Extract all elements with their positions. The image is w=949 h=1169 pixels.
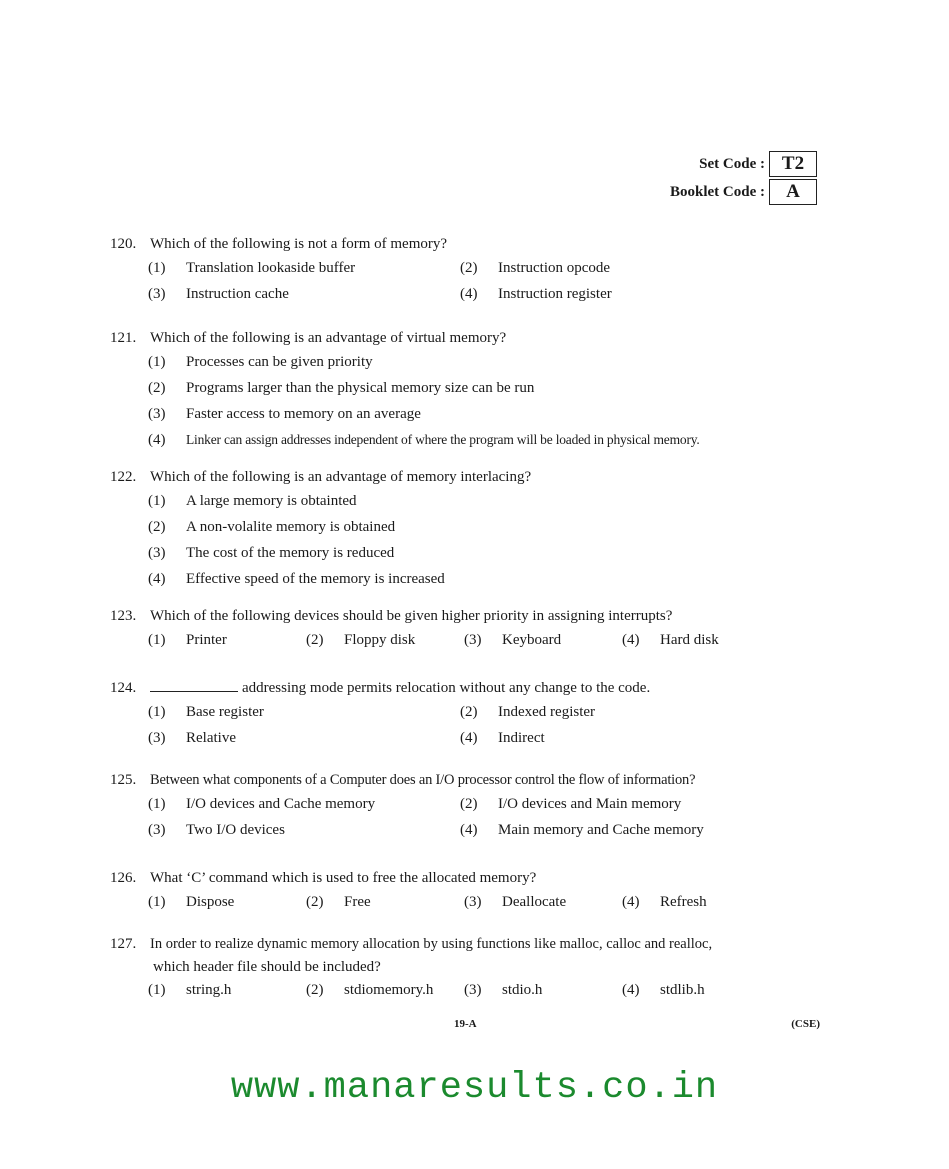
option-number: (2) [460,796,478,812]
option [460,256,772,280]
option-text: Printer [186,632,227,648]
question-text: Between what components of a Computer does an I/O processor control the flow of information? [150,772,696,788]
question-text: In order to realize dynamic memory allocation by using functions like malloc, calloc and realloc, [150,936,713,952]
booklet-code-box: A [769,179,817,205]
option [148,282,460,306]
question-number: 123. [110,608,137,624]
set-code-label: Set Code : [699,155,765,172]
question-number: 122. [110,469,137,485]
option-number: (4) [622,894,640,910]
page-number: 19-A [454,1018,477,1030]
option-number: (2) [306,982,324,998]
option-text: Effective speed of the memory is increased [186,571,445,587]
option-text: Hard disk [660,632,719,648]
option-number: (2) [148,519,166,535]
set-code-row [517,150,817,178]
option-text: Keyboard [502,632,562,648]
option [460,792,772,816]
option-number: (4) [460,286,478,302]
option-text: Translation lookaside buffer [186,260,356,276]
question-number: 124. [110,680,137,696]
option-text: Faster access to memory on an average [186,406,421,422]
option [148,978,306,1002]
question-text: Which of the following devices should be given higher priority in assigning interrupts? [150,608,673,624]
option-text: Instruction register [498,286,612,302]
question-126 [110,866,830,914]
option [148,402,848,426]
question-text: addressing mode permits relocation without any change to the code. [242,680,651,696]
option-text: Relative [186,730,236,746]
option [622,890,780,914]
watermark-url: www.manaresults.co.in [230,1067,719,1109]
option-text: I/O devices and Main memory [498,796,682,812]
option-number: (2) [306,632,324,648]
question-125 [110,768,830,842]
option [148,376,848,400]
option [148,818,460,842]
question-text: Which of the following is an advantage of memory interlacing? [150,469,532,485]
option-text: Processes can be given priority [186,354,373,370]
option [622,978,780,1002]
option [460,282,772,306]
option-text: Main memory and Cache memory [498,822,704,838]
option-number: (4) [148,571,166,587]
question-text: Which of the following is an advantage of virtual memory? [150,330,507,346]
booklet-code-label: Booklet Code : [670,183,765,200]
option [148,792,460,816]
option-number: (4) [622,982,640,998]
option-number: (3) [148,730,166,746]
option [148,541,848,565]
option [464,628,622,652]
option [464,890,622,914]
option-number: (1) [148,632,166,648]
option-number: (3) [464,982,482,998]
option-number: (4) [622,632,640,648]
option-number: (3) [464,632,482,648]
option-text: stdiomemory.h [344,982,434,998]
option [148,256,460,280]
option [148,567,848,591]
option-number: (1) [148,260,166,276]
option-number: (4) [148,432,166,448]
option-text: Floppy disk [344,632,416,648]
option-number: (4) [460,730,478,746]
option [622,628,780,652]
option [148,350,848,374]
question-number: 127. [110,936,137,952]
set-code-box: T2 [769,151,817,177]
option-number: (3) [148,822,166,838]
option-text: Linker can assign addresses independent of where the program will be loaded in physical memory. [186,432,700,447]
option [460,700,772,724]
question-text: Which of the following is not a form of memory? [150,236,448,252]
option-text: A non-volalite memory is obtained [186,519,396,535]
option-number: (1) [148,354,166,370]
option [148,428,848,452]
option-text: I/O devices and Cache memory [186,796,376,812]
option-number: (1) [148,982,166,998]
option-text: Base register [186,704,264,720]
question-121 [110,326,830,452]
option-text: A large memory is obtainted [186,493,357,509]
option-text: Free [344,894,371,910]
option-text: Instruction opcode [498,260,611,276]
question-number: 125. [110,772,137,788]
option [148,890,306,914]
option-number: (1) [148,894,166,910]
option-number: (3) [148,286,166,302]
option-text: Programs larger than the physical memory size can be run [186,380,535,396]
option [460,818,772,842]
option-number: (1) [148,704,166,720]
question-number: 121. [110,330,137,346]
option [148,700,460,724]
option-text: Two I/O devices [186,822,285,838]
option [148,515,848,539]
option-number: (2) [460,260,478,276]
question-120 [110,232,830,306]
question-123 [110,604,830,652]
option [148,489,848,513]
option-text: Instruction cache [186,286,289,302]
code-panel [517,150,817,206]
option-number: (2) [460,704,478,720]
option-text: string.h [186,982,232,998]
option-text: stdlib.h [660,982,705,998]
option-text: Indexed register [498,704,596,720]
option [148,628,306,652]
question-text-continued: which header file should be included? [153,959,381,975]
option-number: (1) [148,796,166,812]
question-number: 120. [110,236,137,252]
option-number: (2) [148,380,166,396]
question-number: 126. [110,870,137,886]
question-text: What ‘C’ command which is used to free the allocated memory? [150,870,537,886]
option-text: Indirect [498,730,545,746]
option-text: The cost of the memory is reduced [186,545,395,561]
question-122 [110,465,830,591]
option [460,726,772,750]
option [306,978,464,1002]
option-number: (4) [460,822,478,838]
question-127 [110,932,830,1002]
option-text: stdio.h [502,982,543,998]
subject-code: (CSE) [791,1018,820,1030]
fill-in-blank [150,677,238,692]
option [306,628,464,652]
option-number: (3) [148,545,166,561]
option-text: Refresh [660,894,707,910]
option-text: Dispose [186,894,235,910]
option-text: Deallocate [502,894,567,910]
option-number: (2) [306,894,324,910]
question-124 [110,676,830,750]
booklet-code-row [517,178,817,206]
option-number: (1) [148,493,166,509]
option [148,726,460,750]
option [464,978,622,1002]
option-number: (3) [148,406,166,422]
option-number: (3) [464,894,482,910]
option [306,890,464,914]
